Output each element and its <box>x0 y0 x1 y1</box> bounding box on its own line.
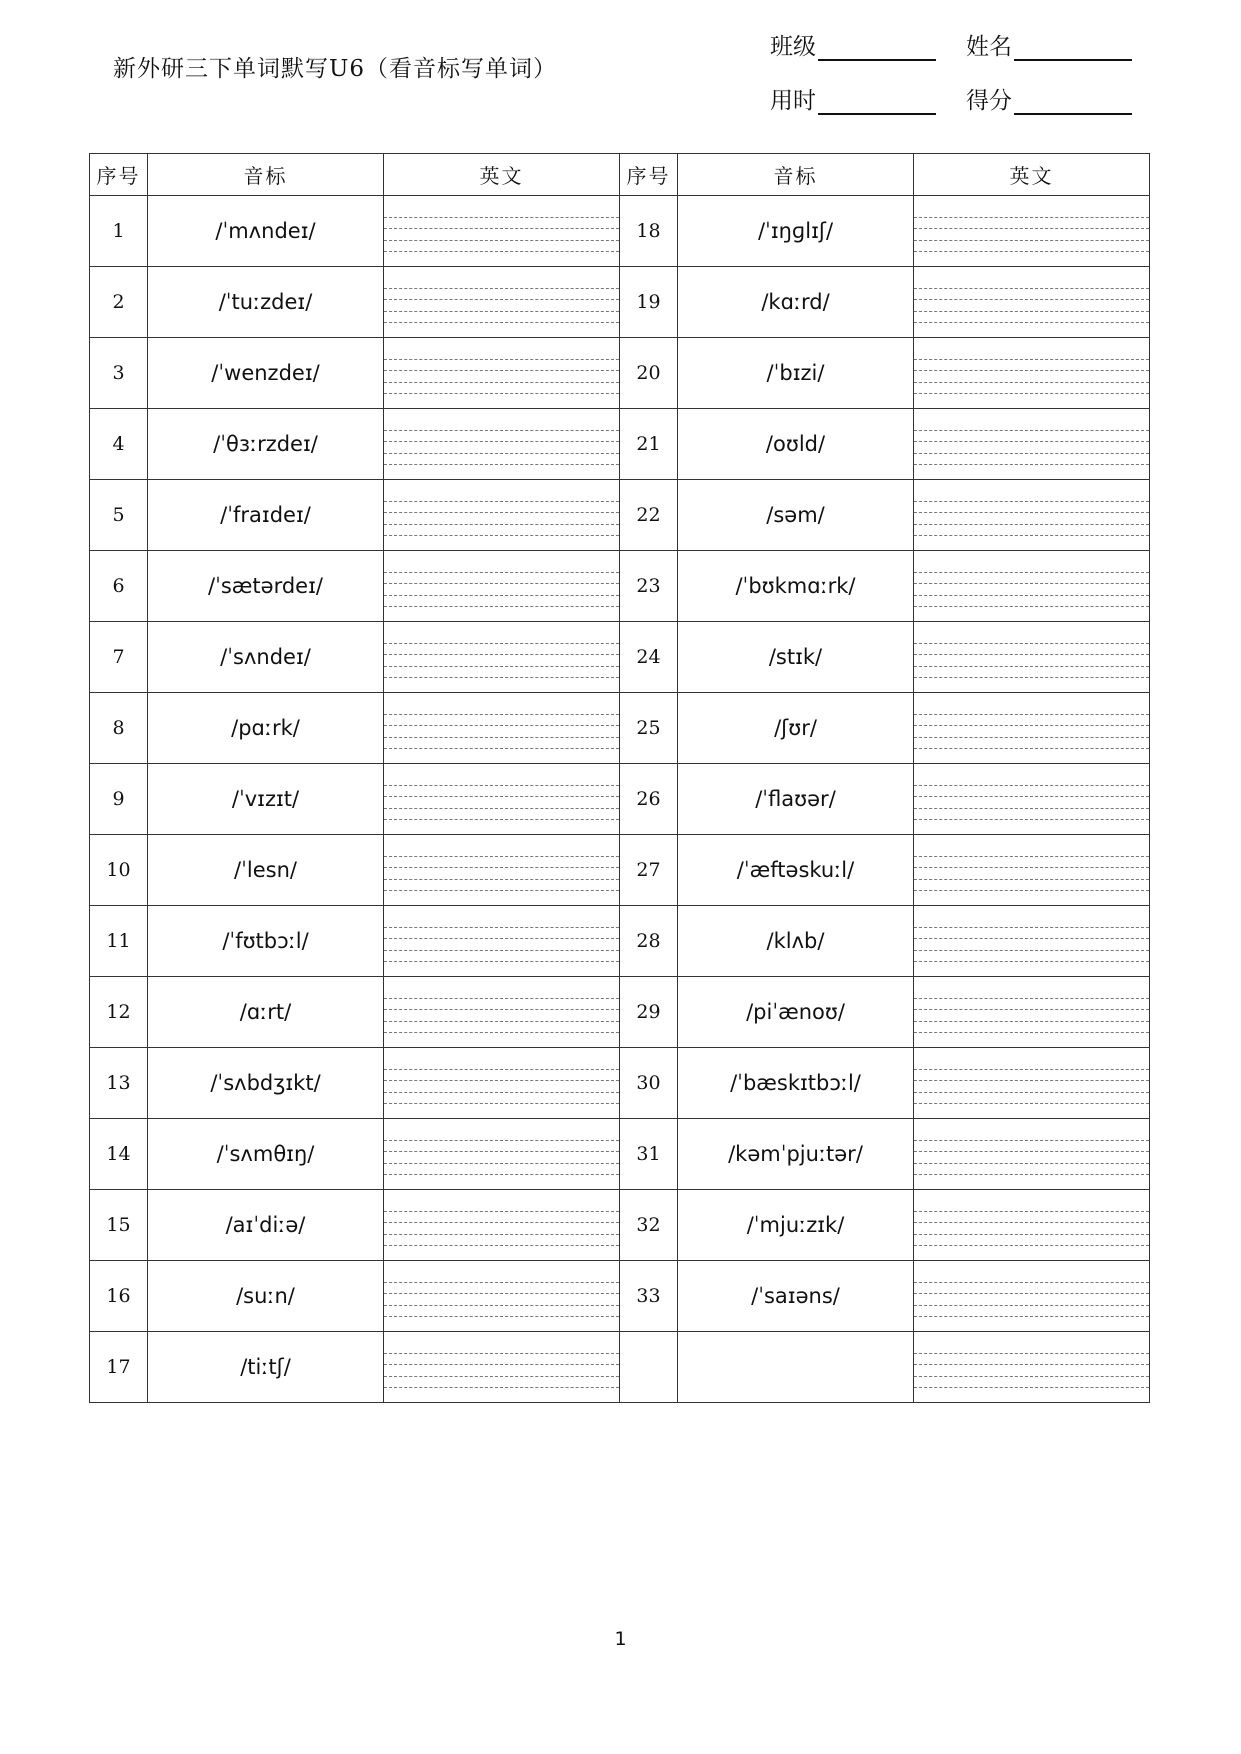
answer-cell[interactable] <box>384 196 620 267</box>
writing-guide-line <box>384 370 619 371</box>
table-row <box>90 1261 1150 1332</box>
answer-cell[interactable] <box>914 551 1150 622</box>
writing-guide-line <box>914 217 1149 218</box>
phonetic-cell: /ˈsaɪəns/ <box>678 1261 914 1332</box>
phonetic-cell: /ˈbɪzi/ <box>678 338 914 409</box>
row-number: 19 <box>620 267 678 338</box>
writing-guide-line <box>914 950 1149 951</box>
writing-guide-line <box>914 430 1149 431</box>
table-row <box>90 693 1150 764</box>
writing-guide-line <box>384 1353 619 1354</box>
phonetic-cell: /ˈflaʊər/ <box>678 764 914 835</box>
writing-guide-line <box>384 1364 619 1365</box>
table-row <box>90 622 1150 693</box>
writing-guide-line <box>384 1387 619 1388</box>
row-number: 21 <box>620 409 678 480</box>
writing-guide-line <box>914 1234 1149 1235</box>
row-number: 10 <box>90 835 148 906</box>
writing-guide-line <box>384 359 619 360</box>
phonetic-cell: /piˈænoʊ/ <box>678 977 914 1048</box>
writing-guide-line <box>384 1293 619 1294</box>
writing-guide-line <box>384 228 619 229</box>
writing-guide-line <box>914 441 1149 442</box>
row-number: 1 <box>90 196 148 267</box>
answer-cell[interactable] <box>384 1048 620 1119</box>
writing-guide-line <box>384 382 619 383</box>
class-label: 班级 <box>770 34 816 60</box>
writing-guide-line <box>914 666 1149 667</box>
writing-guide-line <box>914 288 1149 289</box>
phonetic-cell: /ˈbʊkmɑːrk/ <box>678 551 914 622</box>
row-number: 4 <box>90 409 148 480</box>
name-field[interactable] <box>966 28 1132 61</box>
table-header-row <box>90 154 1150 196</box>
score-field[interactable] <box>966 82 1132 115</box>
writing-guide-line <box>384 311 619 312</box>
row-number: 8 <box>90 693 148 764</box>
writing-guide-line <box>914 572 1149 573</box>
writing-guide-line <box>914 1174 1149 1175</box>
writing-guide-line <box>914 453 1149 454</box>
writing-guide-line <box>914 748 1149 749</box>
writing-guide-line <box>384 1376 619 1377</box>
writing-guide-line <box>914 890 1149 891</box>
row-number: 2 <box>90 267 148 338</box>
answer-cell[interactable] <box>384 693 620 764</box>
writing-guide-line <box>384 961 619 962</box>
writing-guide-line <box>384 393 619 394</box>
writing-guide-line <box>914 535 1149 536</box>
writing-guide-line <box>384 819 619 820</box>
answer-cell[interactable] <box>914 1261 1150 1332</box>
writing-guide-line <box>384 441 619 442</box>
writing-guide-line <box>384 748 619 749</box>
writing-guide-line <box>384 890 619 891</box>
phonetic-cell: /ˈmjuːzɪk/ <box>678 1190 914 1261</box>
phonetic-cell: /aɪˈdiːə/ <box>148 1190 384 1261</box>
writing-guide-line <box>914 961 1149 962</box>
writing-guide-line <box>384 927 619 928</box>
phonetic-cell: /ˈsʌbdʒɪkt/ <box>148 1048 384 1119</box>
answer-cell[interactable] <box>914 1332 1150 1403</box>
writing-guide-line <box>384 572 619 573</box>
writing-guide-line <box>914 393 1149 394</box>
phonetic-cell: /ˈwenzdeɪ/ <box>148 338 384 409</box>
phonetic-cell: /ˈtuːzdeɪ/ <box>148 267 384 338</box>
writing-guide-line <box>914 1316 1149 1317</box>
phonetic-cell: /ɑːrt/ <box>148 977 384 1048</box>
writing-guide-line <box>384 950 619 951</box>
answer-cell[interactable] <box>384 1190 620 1261</box>
writing-guide-line <box>384 1174 619 1175</box>
vocabulary-table <box>89 153 1150 1403</box>
header-english-left: 英文 <box>384 154 620 196</box>
writing-guide-line <box>914 228 1149 229</box>
writing-guide-line <box>384 1316 619 1317</box>
time-blank[interactable] <box>818 91 936 115</box>
row-number: 24 <box>620 622 678 693</box>
phonetic-cell: /ˈfraɪdeɪ/ <box>148 480 384 551</box>
writing-guide-line <box>914 512 1149 513</box>
writing-guide-line <box>914 583 1149 584</box>
writing-guide-line <box>384 808 619 809</box>
row-number: 9 <box>90 764 148 835</box>
writing-guide-line <box>914 370 1149 371</box>
answer-cell[interactable] <box>914 764 1150 835</box>
answer-cell[interactable] <box>384 338 620 409</box>
writing-guide-line <box>384 1211 619 1212</box>
writing-guide-line <box>384 606 619 607</box>
writing-guide-line <box>384 1222 619 1223</box>
row-number: 30 <box>620 1048 678 1119</box>
answer-cell[interactable] <box>914 1119 1150 1190</box>
phonetic-cell <box>678 1332 914 1403</box>
answer-cell[interactable] <box>384 1261 620 1332</box>
row-number: 11 <box>90 906 148 977</box>
phonetic-cell: /ˈbæskɪtbɔːl/ <box>678 1048 914 1119</box>
phonetic-cell: /ˈæftəskuːl/ <box>678 835 914 906</box>
writing-guide-line <box>914 501 1149 502</box>
writing-guide-line <box>384 654 619 655</box>
row-number: 5 <box>90 480 148 551</box>
time-field[interactable] <box>770 82 936 115</box>
writing-guide-line <box>384 1140 619 1141</box>
writing-guide-line <box>914 1353 1149 1354</box>
writing-guide-line <box>384 938 619 939</box>
row-number: 18 <box>620 196 678 267</box>
writing-guide-line <box>914 1293 1149 1294</box>
phonetic-cell: /səm/ <box>678 480 914 551</box>
score-blank[interactable] <box>1014 91 1132 115</box>
name-blank[interactable] <box>1014 37 1132 61</box>
writing-guide-line <box>384 879 619 880</box>
table-row <box>90 267 1150 338</box>
table-row <box>90 835 1150 906</box>
phonetic-cell: /stɪk/ <box>678 622 914 693</box>
writing-guide-line <box>384 251 619 252</box>
writing-guide-line <box>384 1151 619 1152</box>
writing-guide-line <box>914 1080 1149 1081</box>
writing-guide-line <box>914 879 1149 880</box>
phonetic-cell: /oʊld/ <box>678 409 914 480</box>
writing-guide-line <box>914 382 1149 383</box>
answer-cell[interactable] <box>914 906 1150 977</box>
row-number: 12 <box>90 977 148 1048</box>
header-phonetic-right: 音标 <box>678 154 914 196</box>
row-number: 25 <box>620 693 678 764</box>
writing-guide-line <box>914 464 1149 465</box>
writing-guide-line <box>914 1282 1149 1283</box>
answer-cell[interactable] <box>384 480 620 551</box>
answer-cell[interactable] <box>914 835 1150 906</box>
row-number: 14 <box>90 1119 148 1190</box>
writing-guide-line <box>384 1305 619 1306</box>
row-number: 32 <box>620 1190 678 1261</box>
score-label: 得分 <box>966 88 1012 114</box>
table-row <box>90 1332 1150 1403</box>
row-number: 17 <box>90 1332 148 1403</box>
writing-guide-line <box>914 1305 1149 1306</box>
writing-guide-line <box>914 311 1149 312</box>
writing-guide-line <box>914 938 1149 939</box>
table-row <box>90 1119 1150 1190</box>
writing-guide-line <box>914 796 1149 797</box>
writing-guide-line <box>914 927 1149 928</box>
answer-cell[interactable] <box>914 409 1150 480</box>
phonetic-cell: /suːn/ <box>148 1261 384 1332</box>
answer-cell[interactable] <box>384 835 620 906</box>
writing-guide-line <box>914 725 1149 726</box>
table-row <box>90 551 1150 622</box>
writing-guide-line <box>914 1151 1149 1152</box>
phonetic-cell: /ˈmʌndeɪ/ <box>148 196 384 267</box>
writing-guide-line <box>384 714 619 715</box>
answer-cell[interactable] <box>384 977 620 1048</box>
phonetic-cell: /ˈsʌmθɪŋ/ <box>148 1119 384 1190</box>
writing-guide-line <box>914 359 1149 360</box>
row-number: 20 <box>620 338 678 409</box>
writing-guide-line <box>914 819 1149 820</box>
answer-cell[interactable] <box>384 267 620 338</box>
writing-guide-line <box>914 654 1149 655</box>
writing-guide-line <box>914 1103 1149 1104</box>
row-number: 22 <box>620 480 678 551</box>
writing-guide-line <box>914 595 1149 596</box>
writing-guide-line <box>384 583 619 584</box>
header-number-right: 序号 <box>620 154 678 196</box>
row-number: 23 <box>620 551 678 622</box>
writing-guide-line <box>384 666 619 667</box>
answer-cell[interactable] <box>384 1119 620 1190</box>
writing-guide-line <box>914 1222 1149 1223</box>
writing-guide-line <box>914 785 1149 786</box>
answer-cell[interactable] <box>384 551 620 622</box>
writing-guide-line <box>384 1021 619 1022</box>
writing-guide-line <box>384 1069 619 1070</box>
row-number: 31 <box>620 1119 678 1190</box>
writing-guide-line <box>914 867 1149 868</box>
row-number: 26 <box>620 764 678 835</box>
writing-guide-line <box>384 1245 619 1246</box>
table-row <box>90 1048 1150 1119</box>
writing-guide-line <box>384 299 619 300</box>
writing-guide-line <box>914 1211 1149 1212</box>
writing-guide-line <box>914 1092 1149 1093</box>
header-english-right: 英文 <box>914 154 1150 196</box>
phonetic-cell: /pɑːrk/ <box>148 693 384 764</box>
writing-guide-line <box>914 1009 1149 1010</box>
table-row <box>90 409 1150 480</box>
writing-guide-line <box>384 217 619 218</box>
table-row <box>90 196 1150 267</box>
writing-guide-line <box>384 453 619 454</box>
phonetic-cell: /ˈsʌndeɪ/ <box>148 622 384 693</box>
table-row <box>90 1190 1150 1261</box>
answer-cell[interactable] <box>384 409 620 480</box>
table-row <box>90 906 1150 977</box>
answer-cell[interactable] <box>914 338 1150 409</box>
writing-guide-line <box>384 867 619 868</box>
writing-guide-line <box>914 606 1149 607</box>
writing-guide-line <box>914 808 1149 809</box>
answer-cell[interactable] <box>384 764 620 835</box>
answer-cell[interactable] <box>914 1048 1150 1119</box>
row-number: 15 <box>90 1190 148 1261</box>
phonetic-cell: /ˈvɪzɪt/ <box>148 764 384 835</box>
row-number: 27 <box>620 835 678 906</box>
answer-cell[interactable] <box>914 267 1150 338</box>
writing-guide-line <box>384 1282 619 1283</box>
writing-guide-line <box>914 1021 1149 1022</box>
phonetic-cell: /ˈfʊtbɔːl/ <box>148 906 384 977</box>
writing-guide-line <box>914 322 1149 323</box>
writing-guide-line <box>914 1245 1149 1246</box>
writing-guide-line <box>384 1234 619 1235</box>
phonetic-cell: /kəmˈpjuːtər/ <box>678 1119 914 1190</box>
answer-cell[interactable] <box>914 480 1150 551</box>
writing-guide-line <box>384 1080 619 1081</box>
table-row <box>90 480 1150 551</box>
row-number: 28 <box>620 906 678 977</box>
writing-guide-line <box>914 1376 1149 1377</box>
phonetic-cell: /kɑːrd/ <box>678 267 914 338</box>
writing-guide-line <box>914 1163 1149 1164</box>
phonetic-cell: /ˈlesn/ <box>148 835 384 906</box>
phonetic-cell: /klʌb/ <box>678 906 914 977</box>
writing-guide-line <box>384 1092 619 1093</box>
class-field[interactable] <box>770 28 936 61</box>
worksheet-title: 新外研三下单词默写U6（看音标写单词） <box>113 56 558 82</box>
time-label: 用时 <box>770 88 816 114</box>
writing-guide-line <box>384 1032 619 1033</box>
writing-guide-line <box>384 796 619 797</box>
writing-guide-line <box>384 677 619 678</box>
class-blank[interactable] <box>818 37 936 61</box>
answer-cell[interactable] <box>384 906 620 977</box>
table-row <box>90 977 1150 1048</box>
writing-guide-line <box>914 1387 1149 1388</box>
writing-guide-line <box>914 1032 1149 1033</box>
writing-guide-line <box>384 856 619 857</box>
answer-cell[interactable] <box>914 622 1150 693</box>
writing-guide-line <box>384 737 619 738</box>
writing-guide-line <box>914 677 1149 678</box>
writing-guide-line <box>914 1140 1149 1141</box>
row-number <box>620 1332 678 1403</box>
table-row <box>90 338 1150 409</box>
phonetic-cell: /ʃʊr/ <box>678 693 914 764</box>
row-number: 16 <box>90 1261 148 1332</box>
row-number: 33 <box>620 1261 678 1332</box>
header-number-left: 序号 <box>90 154 148 196</box>
row-number: 3 <box>90 338 148 409</box>
writing-guide-line <box>384 322 619 323</box>
writing-guide-line <box>384 1009 619 1010</box>
row-number: 7 <box>90 622 148 693</box>
phonetic-cell: /ˈɪŋɡlɪʃ/ <box>678 196 914 267</box>
writing-guide-line <box>384 643 619 644</box>
writing-guide-line <box>914 737 1149 738</box>
answer-cell[interactable] <box>914 1190 1150 1261</box>
writing-guide-line <box>914 643 1149 644</box>
writing-guide-line <box>914 299 1149 300</box>
writing-guide-line <box>914 240 1149 241</box>
answer-cell[interactable] <box>914 196 1150 267</box>
writing-guide-line <box>384 725 619 726</box>
answer-cell[interactable] <box>914 693 1150 764</box>
row-number: 6 <box>90 551 148 622</box>
row-number: 13 <box>90 1048 148 1119</box>
writing-guide-line <box>384 998 619 999</box>
writing-guide-line <box>384 1103 619 1104</box>
writing-guide-line <box>384 464 619 465</box>
writing-guide-line <box>914 714 1149 715</box>
answer-cell[interactable] <box>914 977 1150 1048</box>
writing-guide-line <box>914 998 1149 999</box>
writing-guide-line <box>384 501 619 502</box>
writing-guide-line <box>914 856 1149 857</box>
writing-guide-line <box>384 240 619 241</box>
writing-guide-line <box>384 595 619 596</box>
writing-guide-line <box>914 251 1149 252</box>
writing-guide-line <box>384 535 619 536</box>
writing-guide-line <box>914 524 1149 525</box>
header-phonetic-left: 音标 <box>148 154 384 196</box>
page-number: 1 <box>614 1628 627 1650</box>
writing-guide-line <box>384 1163 619 1164</box>
writing-guide-line <box>384 524 619 525</box>
writing-guide-line <box>384 288 619 289</box>
writing-guide-line <box>384 785 619 786</box>
writing-guide-line <box>384 430 619 431</box>
answer-cell[interactable] <box>384 1332 620 1403</box>
row-number: 29 <box>620 977 678 1048</box>
writing-guide-line <box>384 512 619 513</box>
answer-cell[interactable] <box>384 622 620 693</box>
writing-guide-line <box>914 1364 1149 1365</box>
table-row <box>90 764 1150 835</box>
writing-guide-line <box>914 1069 1149 1070</box>
phonetic-cell: /ˈθɜːrzdeɪ/ <box>148 409 384 480</box>
phonetic-cell: /tiːtʃ/ <box>148 1332 384 1403</box>
name-label: 姓名 <box>966 34 1012 60</box>
phonetic-cell: /ˈsætərdeɪ/ <box>148 551 384 622</box>
